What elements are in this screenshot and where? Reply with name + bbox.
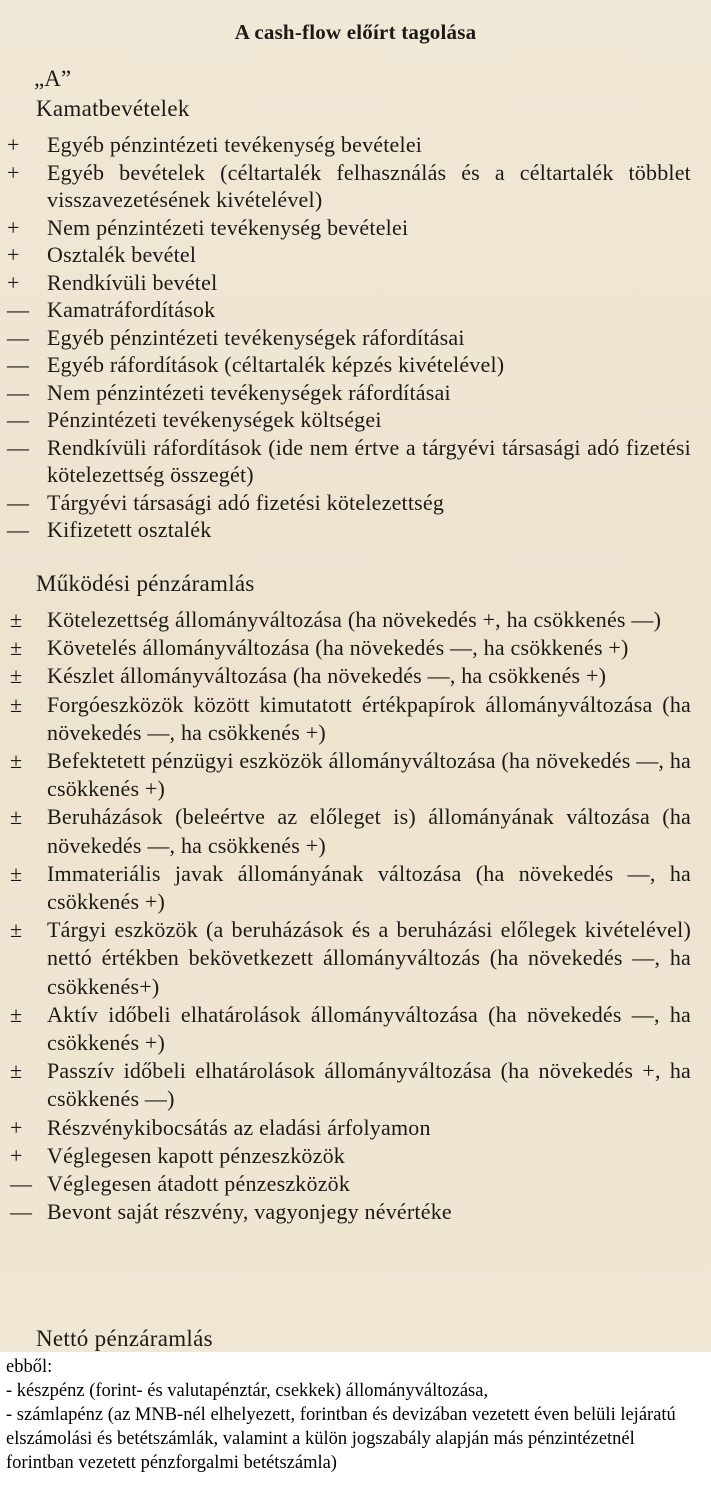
list-item	[0, 214, 711, 242]
item-sign: —	[7, 379, 30, 405]
list-item	[0, 406, 711, 434]
list-item	[0, 860, 711, 916]
item-text: Véglegesen kapott pénzeszközök	[47, 1142, 345, 1168]
item-text: Véglegesen átadott pénzeszközök	[47, 1171, 351, 1197]
item-sign: +	[7, 269, 20, 295]
item-sign: ±	[10, 691, 23, 717]
item-sign: +	[7, 159, 20, 185]
item-sign: ±	[10, 607, 23, 632]
kamat-items-list	[0, 131, 711, 544]
section-label-a: „A”	[34, 66, 72, 91]
list-item	[0, 1001, 711, 1057]
item-sign: +	[7, 242, 20, 267]
item-sign: ±	[10, 860, 23, 886]
item-text: Befektetett pénzügyi eszközök állományváltozása (ha növekedés —, ha csökkenés +)	[47, 748, 691, 802]
list-item	[0, 516, 711, 544]
list-item	[0, 159, 711, 214]
list-item	[0, 916, 711, 1001]
list-item	[0, 324, 711, 352]
item-text: Egyéb bevételek (céltartalék felhasználás és a céltartalék többlet visszavezetésének kivételével)	[47, 159, 691, 212]
footer-line-keszpenz: - készpénz (forint- és valutapénztár, csekkek) állományváltozása,	[6, 1381, 489, 1401]
item-text: Pénzintézeti tevékenységek költségei	[47, 407, 382, 432]
item-text: Beruházások (beleértve az előleget is) állományának változása (ha növekedés —, ha csökkenés +)	[47, 804, 691, 858]
item-sign: ±	[10, 1001, 23, 1027]
list-item	[0, 803, 711, 859]
item-text: Kamatráfordítások	[47, 297, 216, 322]
item-text: Rendkívüli ráfordítások (ide nem értve a tárgyévi társasági adó fizetési kötelezettség összegét)	[47, 434, 691, 487]
list-item	[0, 606, 711, 634]
item-sign: —	[7, 352, 30, 377]
item-text: Egyéb pénzintézeti tevékenységek ráfordításai	[47, 324, 465, 350]
item-sign: —	[7, 324, 30, 350]
item-text: Passzív időbeli elhatárolások állományváltozása (ha növekedés +, ha csökkenés —)	[47, 1058, 691, 1112]
item-sign: ±	[10, 917, 23, 943]
list-item	[0, 296, 711, 324]
item-text: Tárgyévi társasági adó fizetési kötelezettség	[47, 489, 445, 515]
item-text: Részvénykibocsátás az eladási árfolyamon	[47, 1114, 431, 1140]
item-sign: ±	[10, 635, 23, 661]
item-text: Kötelezettség állományváltozása (ha növekedés +, ha csökkenés —)	[47, 607, 662, 632]
item-text: Immateriális javak állományának változása (ha növekedés —, ha csökkenés +)	[47, 860, 691, 915]
list-item	[0, 1142, 711, 1170]
item-sign: ±	[10, 663, 23, 689]
heading-mukodesi-penzaramlas: Működési pénzáramlás	[36, 571, 255, 596]
list-item	[0, 269, 711, 297]
document-title: A cash-flow előírt tagolása	[234, 20, 477, 44]
list-item	[0, 434, 711, 489]
item-sign: —	[10, 1199, 33, 1225]
item-sign: ±	[10, 748, 23, 774]
mukodesi-items-list	[0, 606, 711, 1226]
list-item	[0, 1170, 711, 1198]
list-item	[0, 131, 711, 159]
item-text: Rendkívüli bevétel	[47, 269, 218, 295]
item-sign: —	[7, 489, 30, 515]
item-text: Nem pénzintézeti tevékenység bevételei	[47, 214, 409, 240]
item-text: Osztalék bevétel	[47, 242, 197, 267]
item-sign: —	[10, 1171, 33, 1197]
item-sign: ±	[10, 804, 23, 830]
item-text: Forgóeszközök között kimutatott értékpapírok állományváltozása (ha növekedés —, ha csökkenés +)	[47, 691, 691, 745]
item-sign: —	[7, 434, 30, 460]
item-sign: +	[7, 214, 20, 240]
item-sign: +	[10, 1114, 23, 1140]
list-item	[0, 351, 711, 379]
list-item	[0, 634, 711, 662]
item-text: Bevont saját részvény, vagyonjegy névértéke	[47, 1199, 452, 1225]
item-text: Egyéb ráfordítások (céltartalék képzés kivételével)	[47, 352, 505, 377]
item-text: Követelés állományváltozása (ha növekedés —, ha csökkenés +)	[47, 635, 629, 661]
item-text: Kifizetett osztalék	[47, 517, 212, 542]
footer-line-szamlapenz: - számlapénz (az MNB-nél elhelyezett, forintban és devizában vezetett éven belüli lejáratú elszámolási és betétszámlák, valamint a külön jogszabály alapján más pénzintézetnél forintban vezetett pénzforgalmi betétszámla)	[6, 1405, 676, 1473]
list-item	[0, 241, 711, 269]
list-item	[0, 662, 711, 690]
item-text: Nem pénzintézeti tevékenységek ráfordításai	[47, 379, 451, 405]
list-item	[0, 691, 711, 747]
footer-note	[6, 1355, 705, 1475]
item-sign: ±	[10, 1058, 23, 1084]
item-sign: +	[10, 1142, 23, 1168]
item-sign: —	[7, 297, 30, 322]
item-sign: —	[7, 407, 30, 432]
item-text: Aktív időbeli elhatárolások állományváltozása (ha növekedés —, ha csökkenés +)	[47, 1001, 691, 1056]
heading-kamatbevetelek: Kamatbevételek	[36, 96, 190, 121]
list-item	[0, 379, 711, 407]
item-text: Egyéb pénzintézeti tevékenység bevételei	[47, 132, 423, 157]
item-text: Tárgyi eszközök (a beruházások és a beruházási előlegek kivételével) nettó értékben bekövetkezett állományváltozás (ha növekedés —, ha csökkenés+)	[47, 917, 691, 999]
item-sign: —	[7, 517, 30, 542]
list-item	[0, 1057, 711, 1113]
item-text: Készlet állományváltozása (ha növekedés —, ha csökkenés +)	[47, 663, 607, 689]
footer-lead: ebből:	[6, 1357, 53, 1377]
list-item	[0, 1198, 711, 1226]
item-sign: +	[7, 132, 20, 157]
list-item	[0, 489, 711, 517]
heading-netto-penzaramlas: Nettó pénzáramlás	[36, 1326, 213, 1351]
list-item	[0, 1114, 711, 1142]
list-item	[0, 747, 711, 803]
